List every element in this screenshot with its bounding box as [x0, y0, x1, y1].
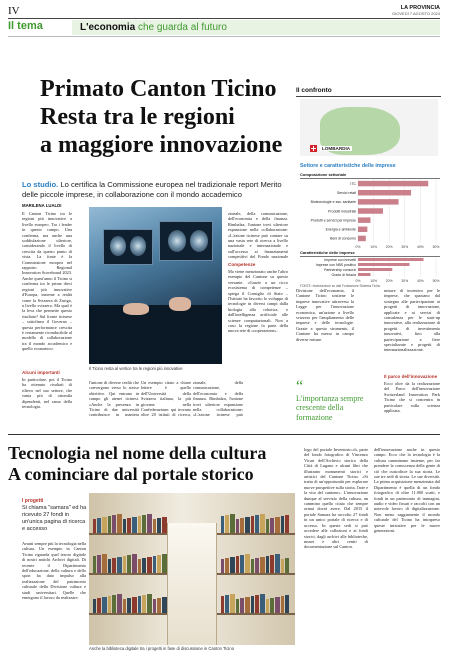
bottom-column-3: dell'innovazione anche in questo campo. Ecco che la tecnologia è la cultura camminano insieme, per far prendere la conoscenza della gente di ciò che custodisce la sua storia. Le sue tre sedi di storia. Le sue diversità. La prima acquisizione menzionata dal Dipartimento è quella di un fondo fotografico di oltre 11.000 scatti, e fondi in un patrimonio di immagini, audio e video fissati e raccolti con un notevole lavoro di digitalizzazione. Non meno saggiamente il mondo culturale del Ticino ha intrapreso queste iniziative per le nuove generazioni. — [374, 447, 440, 534]
book-spine — [245, 517, 250, 533]
book-spine — [147, 594, 152, 613]
book-spine — [255, 515, 259, 533]
book-spine — [270, 555, 274, 573]
book-spine — [112, 558, 116, 573]
features-bar-chart — [300, 257, 440, 283]
page-number: IV — [8, 5, 20, 17]
bar — [358, 236, 366, 241]
book-spine — [117, 514, 122, 533]
bottom-headline-line-1: Tecnologia nel nome della cultura — [8, 443, 267, 463]
top-rule — [8, 18, 440, 19]
book-spine — [117, 594, 122, 613]
book-spine — [230, 514, 235, 533]
bar — [358, 258, 424, 261]
chart-1-title: Composizione settoriale — [300, 172, 347, 177]
book-spine — [285, 558, 289, 573]
article-column-7: misure di incentivo per le imprese, che spaziano dal sostegno alle partecipazioni ai progetti di innovazione, applicate e ai servizi di consulenza per le start-up innovative, alla realizzazione di progetti di investimento innovativi, fino alla partecipazione a fiere specializzate e progetti di internazionalizzazione. — [384, 288, 440, 353]
article-column-6: Divisione dell'economia, il Cantone Ticino sostiene le imprese innovative attraverso la Legge per l'innovazione economica, un'azione a livello svizzero per l'ampliamento delle imprese e delle tecnologie. Grazie a questo strumento, il Cantone ha messo in campo diverse misure. — [296, 288, 354, 342]
category-label: ITC — [350, 181, 356, 186]
book-spine — [266, 599, 269, 613]
book-spine — [260, 514, 265, 533]
book-spine — [112, 515, 116, 533]
book-spine — [230, 594, 235, 613]
book-spine — [230, 557, 235, 573]
sector-bar-chart — [300, 179, 440, 249]
bar — [358, 268, 392, 271]
book-spine — [108, 596, 111, 613]
book-spine — [236, 519, 239, 533]
lab-photo — [89, 207, 222, 364]
book-spine — [93, 599, 96, 613]
book-spine — [270, 598, 274, 613]
book-spine — [251, 596, 254, 613]
book-spine — [117, 557, 122, 573]
book-spine — [127, 518, 131, 533]
article-column-5: zionale, della comunicazione, dell'economia e della finanza. Rimbalza, l'unione trovi ulteriore espansione nella collaborazione: «L'azione ticinese può contare su una vasta rete di ricerca a livello nazionale e internazionale e sull'accesso ai finanziamenti competitivi del Fondo nazionale — [228, 211, 288, 260]
book-spine — [240, 598, 244, 613]
book-spine — [102, 517, 107, 533]
book-spine — [255, 558, 259, 573]
book-spine — [285, 595, 289, 613]
book-spine — [225, 558, 229, 573]
book-spine — [138, 516, 141, 533]
headline-line-1: Primato Canton Ticino — [40, 76, 277, 102]
book-spine — [132, 554, 137, 573]
book-spine — [153, 599, 156, 613]
book-spine — [157, 518, 161, 533]
book-spine — [108, 516, 111, 533]
category-label: Prodotti e servizi per imprese — [310, 218, 356, 223]
article-column-2: l'unione di diverse realtà che convergono verso lo stesso obiettivo. Qui entrano in campo gli atenei ticinesi. «Anche la presenza in Ticino di due università contribuisce in maniera — [89, 380, 139, 418]
book-spine — [275, 517, 280, 533]
category-label: Imprese con NBS positivo — [315, 262, 356, 267]
region-label: LOMBARDIA — [322, 146, 351, 151]
tick-label: 40% — [417, 245, 424, 249]
masthead: LA PROVINCIA — [400, 5, 440, 11]
book-spine — [251, 516, 254, 533]
column-subheading: Competenze — [228, 262, 256, 267]
book-spine — [281, 596, 284, 613]
book-spine — [97, 555, 101, 573]
headline-line-2: Resta tra le regioni — [40, 104, 235, 130]
book-spine — [225, 515, 229, 533]
book-spine — [147, 557, 152, 573]
comparison-rule — [296, 96, 441, 97]
book-spine — [157, 598, 161, 613]
article-column-3: Un esempio citato a chiare lettere è quello dell'Università della Svizzera italiana, la più giovane nella Confederazione: qui trovano oltre 20 istituti di ricerca, — [141, 380, 191, 418]
section-banner — [72, 20, 440, 35]
tick-label: 20% — [385, 245, 393, 249]
book-spine — [251, 559, 254, 573]
article-column-5b: Ma viene menzionato anche l'altro esempio del Cantone su questo versante. «Grazie a un ricco ecosistema di competenze – spiega il Consiglio di Stato – l'Istituto ha favorito lo sviluppo di tecnologie in diversi campi dalla biologia alla robotica, e dall'intelligenza artificiale alle scienze computazionali. Non a caso la regione fa parte della nuova rete di cooperazione». — [228, 269, 288, 334]
monitor — [159, 221, 213, 261]
category-label: Biotecnologie e sss. sanitarie — [310, 200, 356, 205]
book-spine — [93, 556, 96, 573]
book-spine — [236, 599, 239, 613]
bar — [358, 208, 383, 213]
tick-label: 30% — [401, 279, 409, 283]
bottom-column-2: logo del portale Inventorio.ch, parte del fondo fotografico di Vincenzo Vicari dell'Archivio storico della Città di Lugano e alcuni libri che illustrano monumenti storici e artistici del Cantone Ticino. «Si tratta di un'opportunità per esplorare nuove prospettive sulla storia, l'arte e la vita del cantone». L'innovazione dunque al servizio della cultura, un cammino quello citato che sempre ormai dovrà avere. Dal 2015 il portale Samara ha raccolto 27 fondi in un unico portale di ricerca e di accesso. In queste sedi si può accedere alle collezioni e ai fondi storici, dagli archivi alle biblioteche, musei e altri centri di documentazione sul Canton. — [304, 447, 368, 550]
library-photo — [89, 493, 295, 645]
book-spine — [221, 596, 224, 613]
tick-label: 20% — [385, 279, 393, 283]
book-spine — [93, 519, 96, 533]
book-spine — [245, 597, 250, 613]
photo-caption: Il Ticino resta al vertice tra le regioni più innovative — [89, 366, 183, 371]
book-spine — [138, 596, 141, 613]
bottom-label: I progetti — [22, 498, 44, 504]
article-column-7b: Ecco oltre da la realizzazione del Parco dell'innovazione Switzerland Innovation Park Ticino che si concentra in particolare sulla scienza applicata. — [384, 381, 440, 414]
bottom-headline-line-2: A cominciare dal portale storico — [8, 464, 254, 484]
pull-quote: L'importanza sempre crescente della formazione — [296, 394, 364, 422]
article-column-1: Il Canton Ticino tra le regioni più innovative a livello europeo. Tra i leader in questo campo. Una conferma, ma anche una soddisfazione ulteriore, considerando il livello di crescita da questo punto di vista. La fonte è la Commissione europea nel rapporto Regional Innovation Scoreboard 2023. Anche quest'anno il Ticino si conferma tra le prime dieci regioni più innovative d'Europa, insieme a realtà come la Svizzera di Zurigo, a livello svizzero. Ma qual è la leva che permette questo risultato? Sul fronte ticinese – sottolinea il Governo – questa performance crescita è certamente riconducibile al modello di collaborazione tra il mondo accademico e quello economico. — [22, 211, 72, 352]
section-banner-text: L'economia che guarda al futuro — [80, 22, 227, 33]
category-label: Prodotti industriali — [328, 209, 356, 214]
category-label: Partnership consorzi — [324, 267, 356, 272]
book-spine — [255, 595, 259, 613]
tick-label: 40% — [417, 279, 424, 283]
book-spine — [112, 595, 116, 613]
book-spine — [221, 516, 224, 533]
book-spine — [240, 518, 244, 533]
bottom-column-1: Avanti sempre più la tecnologia nella cultura. Un esempio in Canton Ticino riguarda quel tesoro digitale di nostri antichi Archivi digitali. Di recente il Dipartimento dell'educazione, della cultura e dello sport ha dato impulso alla realizzazione del patrimonio culturale della Divisione cultura e studi universitari. Quelle che emergono il lavoro da realizzare. — [22, 541, 86, 601]
book-spine — [142, 515, 146, 533]
chart-source: FONTE: elaborazione su dati Fondazione Sistema Ticino — [300, 284, 381, 288]
book-spine — [127, 555, 131, 573]
bar — [358, 263, 409, 266]
bar — [358, 199, 399, 204]
book-spine — [123, 519, 126, 533]
bar — [358, 217, 370, 222]
region-map — [300, 99, 438, 156]
book-spine — [260, 557, 265, 573]
book-spine — [236, 556, 239, 573]
category-label: Imprese con brevetti — [324, 257, 356, 262]
bar — [358, 273, 370, 276]
bottom-photo-caption: Anche la biblioteca digitale tra i progetti in fase di discussione in Canton Ticino — [89, 646, 235, 651]
book-spine — [221, 559, 224, 573]
book-spine — [266, 519, 269, 533]
bar — [358, 227, 367, 232]
book-spine — [142, 558, 146, 573]
book-spine — [142, 595, 146, 613]
bottom-subhead: Si chiama "samara" ed ha ricevuto 27 fondi in un'unica pagina di ricerca e accesso — [22, 505, 87, 532]
book-spine — [260, 594, 265, 613]
byline: MARILENA LUALDI — [22, 203, 62, 208]
book-spine — [138, 559, 141, 573]
article-column-4: zionale, della comunicazione, dell'economia e della finanza. Rimbalza, l'unione trovi ulteriore espansione nella collaborazione: «L'azione ticinese può — [193, 380, 243, 418]
issue-date: GIOVEDÌ 7 AGOSTO 2024 — [392, 11, 440, 16]
tick-label: 50% — [432, 245, 440, 249]
category-label: Servizi retail — [336, 191, 356, 196]
subhead: Lo studio. Lo certifica la Commissione europea nel tradizionale report Merito delle piccole imprese, in collaborazione con il mondo accademico — [22, 180, 282, 199]
column-subheading: Il parco dell'innovazione — [384, 374, 438, 379]
quote-mark-icon: “ — [296, 378, 304, 395]
book-spine — [123, 556, 126, 573]
category-label: Grado di fiducia — [331, 272, 356, 277]
book-spine — [275, 554, 280, 573]
book-spine — [157, 555, 161, 573]
book-spine — [132, 597, 137, 613]
book-spine — [275, 597, 280, 613]
book-spine — [281, 559, 284, 573]
comparison-title: Il confronto — [296, 87, 332, 94]
book-spine — [102, 597, 107, 613]
book-spine — [266, 556, 269, 573]
swiss-flag-icon — [310, 145, 317, 152]
book-spine — [147, 514, 152, 533]
book-spine — [240, 555, 244, 573]
category-label: Energia e ambiente — [325, 227, 356, 232]
chart-2-title: Caratteristiche delle imprese — [300, 250, 355, 255]
tick-label: 10% — [370, 279, 377, 283]
book-spine — [123, 599, 126, 613]
article-column-1b: In particolare, poi il Ticino ha ottenuto risultati di rilievo nel suo settore, che vanta più di ottomila dipendenti, nel ramo della tecnologia. — [22, 377, 72, 410]
book-spine — [108, 559, 111, 573]
bar — [358, 181, 428, 186]
book-spine — [132, 517, 137, 533]
book-spine — [245, 554, 250, 573]
book-spine — [281, 516, 284, 533]
section-label: Il tema — [8, 20, 43, 32]
book-spine — [97, 598, 101, 613]
tick-label: 10% — [370, 245, 377, 249]
book-spine — [153, 519, 156, 533]
column-subheading: Alcuni importanti — [22, 370, 60, 375]
tick-label: 0% — [355, 279, 361, 283]
sub-rule — [8, 36, 440, 37]
article-divider — [8, 434, 440, 435]
tick-label: 30% — [401, 245, 409, 249]
monitor — [103, 229, 153, 265]
book-spine — [127, 598, 131, 613]
tick-label: 0% — [355, 245, 361, 249]
category-label: Beni di consumo — [330, 236, 356, 241]
headline-line-3: a maggiore innovazione — [40, 132, 283, 158]
book-spine — [153, 556, 156, 573]
book-spine — [102, 554, 107, 573]
book-spine — [285, 515, 289, 533]
tick-label: 50% — [432, 279, 440, 283]
chart-title: Settore e caratteristiche delle imprese — [300, 163, 396, 169]
book-spine — [97, 518, 101, 533]
bar — [358, 190, 411, 195]
book-spine — [225, 595, 229, 613]
book-spine — [270, 518, 274, 533]
